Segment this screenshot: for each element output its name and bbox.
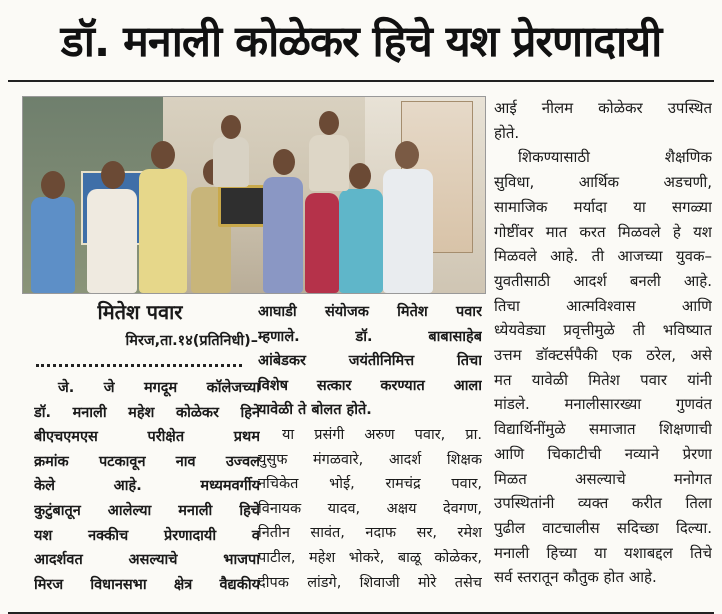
- text-line: आंबेडकर जयंतीनिमित्त तिचा: [258, 353, 482, 370]
- photo-person: [383, 169, 433, 293]
- text-line: मिळत असल्याचे मनोगत: [494, 469, 712, 488]
- text-line: पाटील, महेश भोकरे, बाळू कोळेकर,: [258, 549, 482, 566]
- dateline: मिरज,ता.१४(प्रतिनिधी)–: [125, 333, 258, 349]
- text-line: बीएचएमएस परीक्षेत प्रथम: [34, 429, 260, 446]
- photo-person: [305, 193, 339, 293]
- text-line: सुविधा, आर्थिक अडचणी,: [494, 173, 712, 192]
- text-line: यावेळी ते बोलत होते.: [258, 402, 372, 419]
- photo-person-head: [395, 141, 419, 169]
- photo-person: [309, 135, 349, 191]
- photo-person: [263, 177, 303, 293]
- photo-person-head: [221, 115, 241, 139]
- text-line: मनाली हिच्या या यशाबद्दल तिचे: [494, 543, 712, 562]
- photo-person: [339, 189, 383, 293]
- text-line: नितीन सावंत, नदाफ सर, रमेश: [258, 525, 482, 542]
- text-line: मिरज विधानसभा क्षेत्र वैद्यकीय: [34, 576, 260, 593]
- text-line: शिकण्यासाठी शैक्षणिक: [518, 148, 712, 167]
- text-line: आणि चिकाटीची नव्याने प्रेरणा: [494, 444, 712, 463]
- text-line: केले आहे. मध्यमवर्गीय: [34, 478, 260, 495]
- text-line: कुटुंबातून आलेल्या मनाली हिचे: [34, 502, 260, 519]
- text-line: ध्येयवेड्या प्रवृत्तीमुळे ती भविष्यात: [494, 321, 712, 340]
- photo-person: [213, 137, 249, 187]
- text-line: या प्रसंगी अरुण पवार, प्रा.: [282, 426, 482, 443]
- text-line: विद्यार्थिनींमुळे समाजात शिक्षणाची: [494, 420, 712, 439]
- text-line: डॉ. मनाली महेश कोळेकर हिने: [34, 404, 260, 421]
- text-line: उत्तम डॉक्टर्सपैकी एक ठरेल, असे: [494, 346, 712, 365]
- text-line: नचिकेत भोई, रामचंद्र पवार,: [258, 476, 482, 493]
- text-line: युवतीसाठी आदर्श बनली आहे.: [494, 271, 712, 290]
- text-line: म्हणाले. डॉ. बाबासाहेब: [258, 328, 482, 345]
- article-column-1: [34, 376, 260, 597]
- text-line: यश नक्कीच प्रेरणादायी व: [34, 527, 260, 544]
- byline: मितेश पवार: [97, 300, 183, 324]
- text-line: जे. जे मगदूम कॉलेजच्या: [58, 380, 260, 396]
- photo-person-head: [101, 161, 125, 189]
- text-line: क्रमांक पटकावून नाव उज्वल: [34, 453, 260, 470]
- photo-person: [87, 189, 137, 293]
- dotted-divider: [36, 364, 242, 367]
- text-line: आदर्शवत असल्याचे भाजपा: [34, 552, 260, 569]
- photo-person-head: [349, 163, 371, 189]
- text-line: तिचा आत्मविश्वास आणि: [494, 296, 712, 315]
- photo-person: [139, 169, 187, 293]
- text-line: मिळवले आहे. ती आजच्या युवक–: [494, 247, 712, 266]
- text-line: आई नीलम कोळेकर उपस्थित: [494, 99, 712, 117]
- text-line: विशेष सत्कार करण्यात आला: [258, 377, 482, 394]
- award-plaque: [218, 185, 268, 227]
- article-column-2: [258, 300, 482, 595]
- text-line: पुढील वाटचालीस सदिच्छा दिल्या.: [494, 518, 712, 537]
- headline: डॉ. मनाली कोळेकर हिचे यश प्रेरणादायी: [60, 17, 662, 67]
- photo-person-head: [151, 141, 175, 169]
- text-line: दीपक लांडगे, शिवाजी मोरे तसेच: [258, 574, 482, 591]
- text-line: सर्व स्तरातून कौतुक होत आहे.: [494, 568, 657, 587]
- text-line: युसुफ मंगळवारे, आदर्श शिक्षक: [258, 451, 482, 468]
- headline-rule: [8, 80, 714, 82]
- article-column-3: [494, 96, 712, 590]
- photo-person-head: [41, 171, 65, 199]
- text-line: उपस्थितांनी व्यक्त करीत तिला: [494, 494, 712, 513]
- photo-person: [31, 197, 75, 293]
- text-line: मांडले. मनालीसारख्या गुणवंत: [494, 395, 712, 414]
- text-line: आघाडी संयोजक मितेश पवार: [258, 304, 482, 320]
- text-line: मत यावेळी मितेश पवार यांनी: [494, 370, 712, 389]
- text-line: सामाजिक मर्यादा या सगळ्या: [494, 197, 712, 216]
- text-line: विनायक यादव, अक्षय देवगण,: [258, 500, 482, 517]
- text-line: होते.: [494, 123, 520, 142]
- news-photo: [22, 96, 486, 294]
- text-line: गोष्टींवर मात करत मिळवले हे यश: [494, 222, 712, 241]
- photo-person-head: [273, 149, 295, 175]
- photo-person-head: [319, 111, 339, 135]
